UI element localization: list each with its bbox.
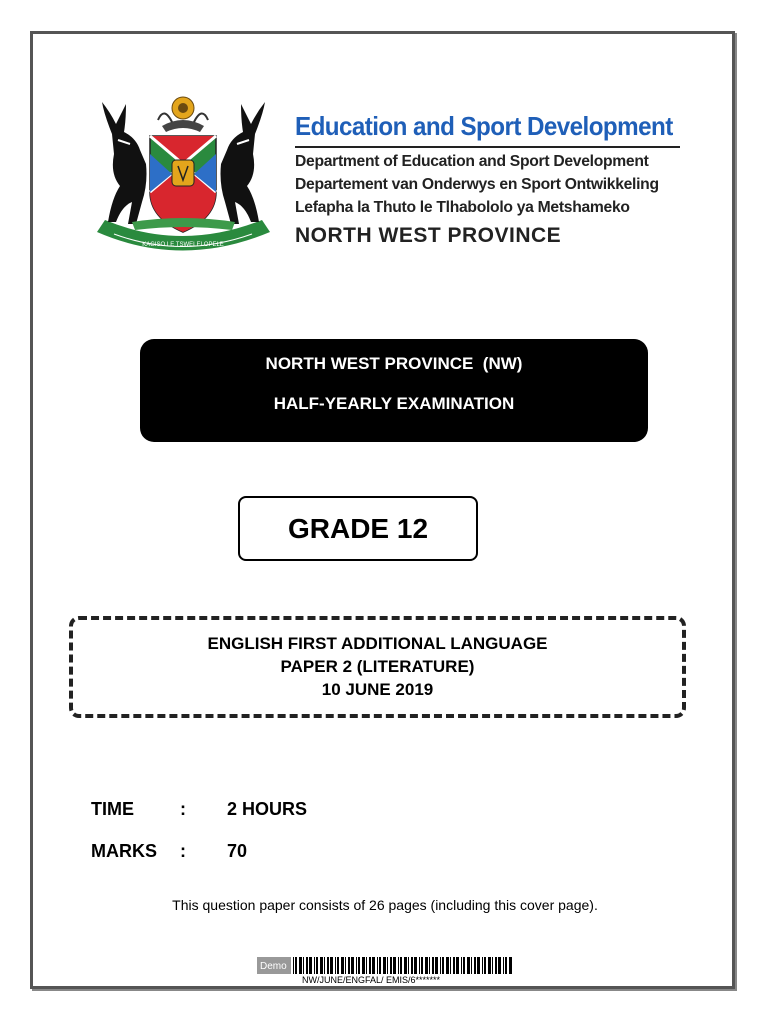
coat-of-arms-icon bbox=[92, 94, 275, 259]
barcode-tag: Demo bbox=[260, 961, 287, 972]
department-name-setswana: Lefapha la Thuto le Tlhabololo ya Metshameko bbox=[295, 199, 630, 216]
department-title: Education and Sport Development bbox=[295, 111, 673, 141]
time-label: TIME bbox=[91, 799, 134, 819]
barcode-caption: NW/JUNE/ENGFAL/ EMIS/6******* bbox=[302, 975, 441, 985]
province-name: NORTH WEST PROVINCE bbox=[295, 224, 562, 247]
exam-type: HALF-YEARLY EXAMINATION bbox=[273, 394, 515, 413]
page-count-note: This question paper consists of 26 pages (including this cover page). bbox=[172, 897, 598, 913]
paper-title: PAPER 2 (LITERATURE) bbox=[280, 657, 475, 676]
marks-value: 70 bbox=[227, 841, 248, 861]
time-value: 2 HOURS bbox=[227, 799, 308, 819]
header-divider bbox=[295, 146, 680, 148]
crest-motto: KAGISO LE TSWELELOPELE bbox=[142, 242, 224, 248]
marks-colon: : bbox=[180, 841, 186, 861]
grade-box bbox=[238, 496, 478, 561]
time-colon: : bbox=[180, 799, 186, 819]
grade-label: GRADE 12 bbox=[287, 512, 429, 544]
exam-region: NORTH WEST PROVINCE (NW) bbox=[265, 354, 523, 373]
subject-box bbox=[69, 616, 686, 718]
department-name-english: Department of Education and Sport Development bbox=[295, 153, 649, 170]
exam-banner bbox=[140, 339, 648, 442]
barcode bbox=[257, 957, 512, 974]
exam-date: 10 JUNE 2019 bbox=[321, 680, 434, 699]
marks-label: MARKS bbox=[91, 841, 157, 861]
department-name-afrikaans: Departement van Onderwys en Sport Ontwikkeling bbox=[295, 176, 659, 193]
subject-name: ENGLISH FIRST ADDITIONAL LANGUAGE bbox=[207, 634, 548, 653]
